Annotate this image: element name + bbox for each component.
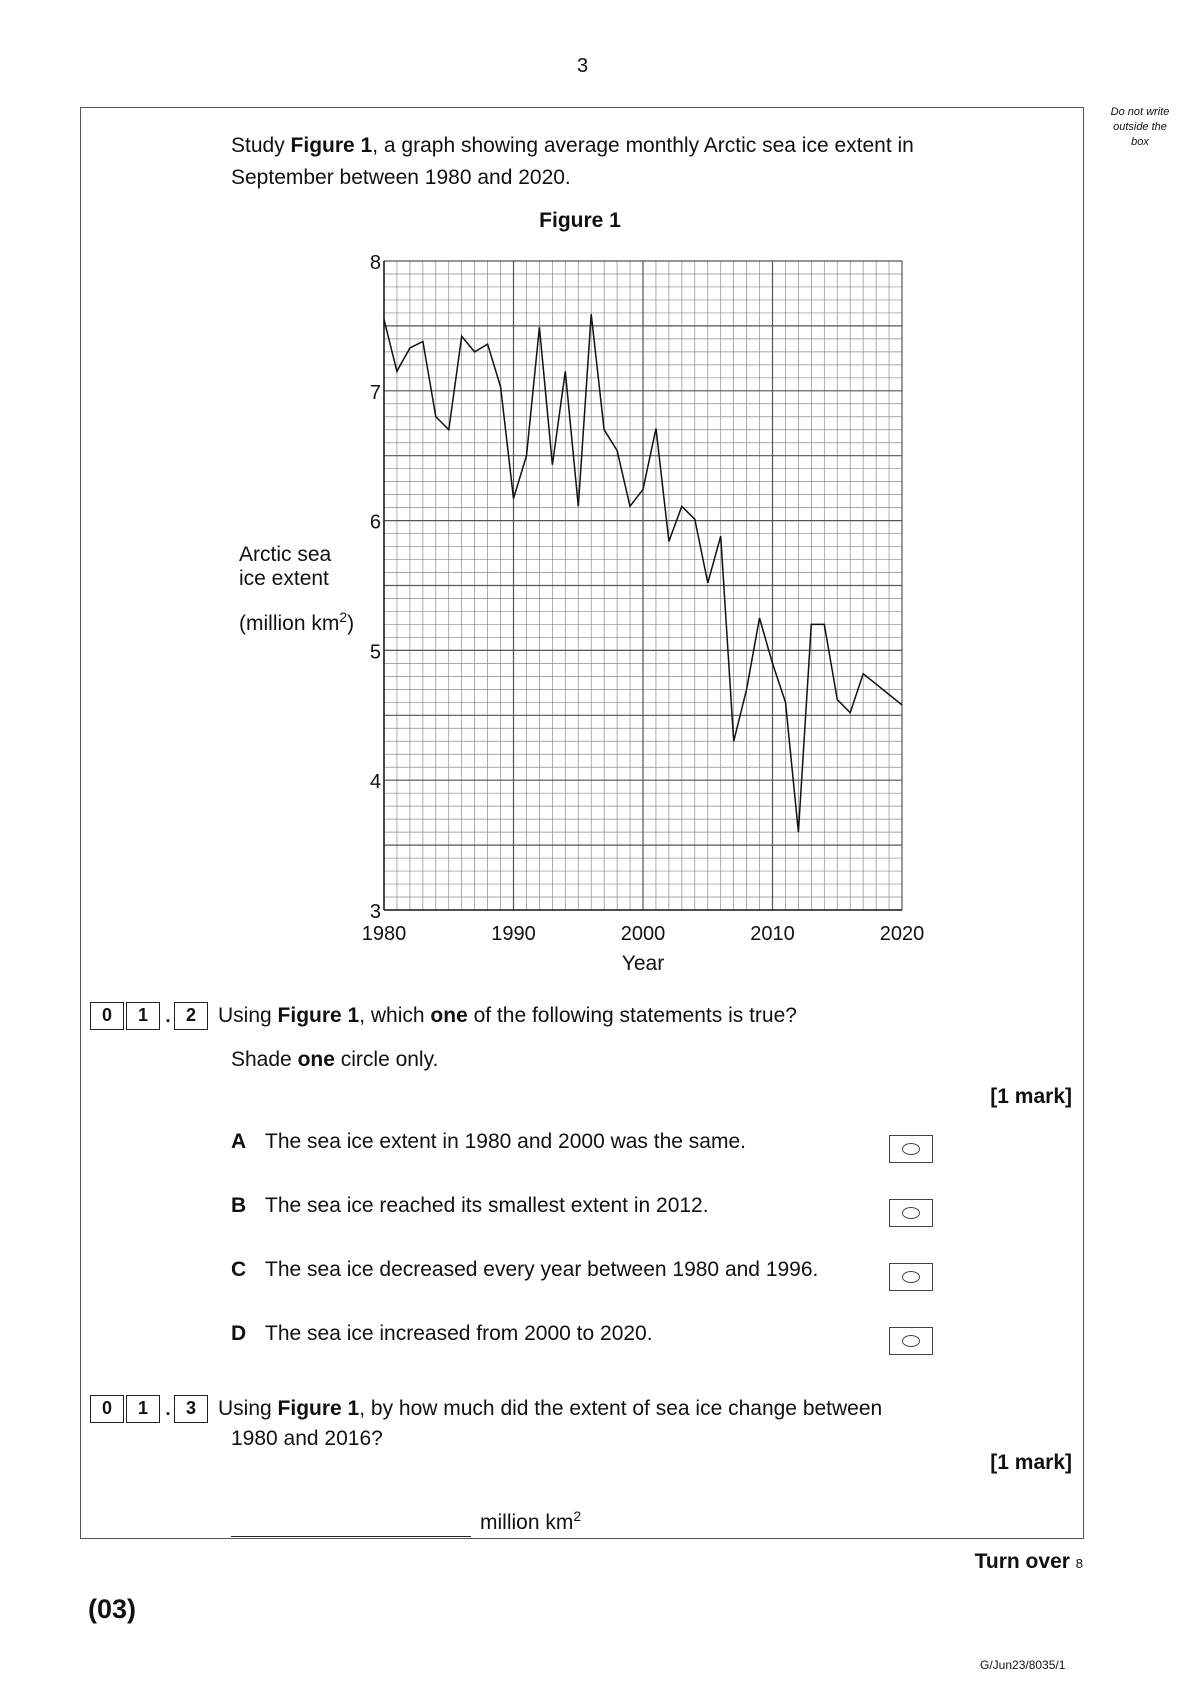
answer-line[interactable] — [231, 1510, 471, 1537]
y-tick-label: 5 — [369, 641, 381, 664]
y-tick-label: 8 — [369, 252, 381, 274]
turn-over: Turn over 8 — [974, 1550, 1083, 1573]
option-b-answer-circle[interactable] — [889, 1199, 933, 1227]
page-code: (03) — [88, 1594, 137, 1624]
option-d-text: The sea ice increased from 2000 to 2020. — [265, 1322, 653, 1345]
option-d-answer-circle[interactable] — [889, 1327, 933, 1355]
page-number: 3 — [576, 55, 589, 77]
x-tick-label: 2000 — [620, 923, 666, 945]
question-01-3-text: Using Figure 1, by how much did the extent of sea ice change between — [218, 1397, 883, 1420]
question-01-2-text: Using Figure 1, which one of the following statements is true? — [218, 1004, 797, 1027]
question-subpart: 3 — [174, 1395, 208, 1423]
option-b-text: The sea ice reached its smallest extent in 2012. — [265, 1194, 709, 1217]
circle-icon — [902, 1271, 920, 1283]
question-number-01-3: 0 1 . 3 — [90, 1395, 210, 1423]
option-a-text: The sea ice extent in 1980 and 2000 was the same. — [265, 1130, 746, 1153]
mark-allocation: [1 mark] — [990, 1451, 1072, 1474]
option-c-answer-circle[interactable] — [889, 1263, 933, 1291]
y-tick-label: 6 — [369, 511, 381, 534]
question-digit: 0 — [90, 1395, 124, 1423]
question-digit: 1 — [126, 1002, 160, 1030]
question-digit: 1 — [126, 1395, 160, 1423]
question-01-3-text-line-2: 1980 and 2016? — [231, 1427, 383, 1450]
option-letter: D — [231, 1322, 247, 1345]
footer-reference: G/Jun23/8035/1 — [980, 1658, 1066, 1672]
y-axis-title-line-2: ice extent — [239, 567, 329, 590]
y-tick-label: 3 — [369, 901, 381, 923]
intro-text: Study Figure 1, a graph showing average monthly Arctic sea ice extent in September between 1980 and 2020. — [231, 134, 914, 189]
question-subpart: 2 — [174, 1002, 208, 1030]
answer-unit: million $km^2$ — [480, 1508, 582, 1534]
x-axis-title: Year — [621, 952, 665, 975]
y-tick-label: 7 — [369, 381, 381, 404]
circle-icon — [902, 1143, 920, 1155]
x-tick-label: 2020 — [879, 923, 925, 945]
question-digit: 0 — [90, 1002, 124, 1030]
option-letter: C — [231, 1258, 247, 1281]
circle-icon — [902, 1335, 920, 1347]
y-axis-title — [239, 543, 354, 636]
circle-icon — [902, 1207, 920, 1219]
question-01-2-instruction: Shade one circle only. — [231, 1048, 439, 1071]
option-letter: A — [231, 1130, 247, 1153]
y-axis-unit: (million $km^2$) — [239, 609, 355, 635]
mark-allocation: [1 mark] — [990, 1085, 1072, 1108]
option-a-answer-circle[interactable] — [889, 1135, 933, 1163]
x-tick-label: 1990 — [491, 923, 536, 945]
figure-ref: Figure 1 — [290, 134, 373, 157]
x-tick-label: 2010 — [750, 923, 795, 945]
y-axis-title-line-1: Arctic sea — [239, 543, 332, 566]
option-c-text: The sea ice decreased every year between 1980 and 1996. — [265, 1258, 819, 1281]
y-tick-label: 4 — [369, 771, 381, 794]
figure-title: Figure 1 — [539, 209, 621, 232]
x-tick-label: 1980 — [361, 923, 407, 945]
question-number-01-2: 0 1 . 2 — [90, 1002, 210, 1030]
margin-note: Do not write outside the box — [1110, 106, 1170, 148]
option-letter: B — [231, 1194, 247, 1217]
